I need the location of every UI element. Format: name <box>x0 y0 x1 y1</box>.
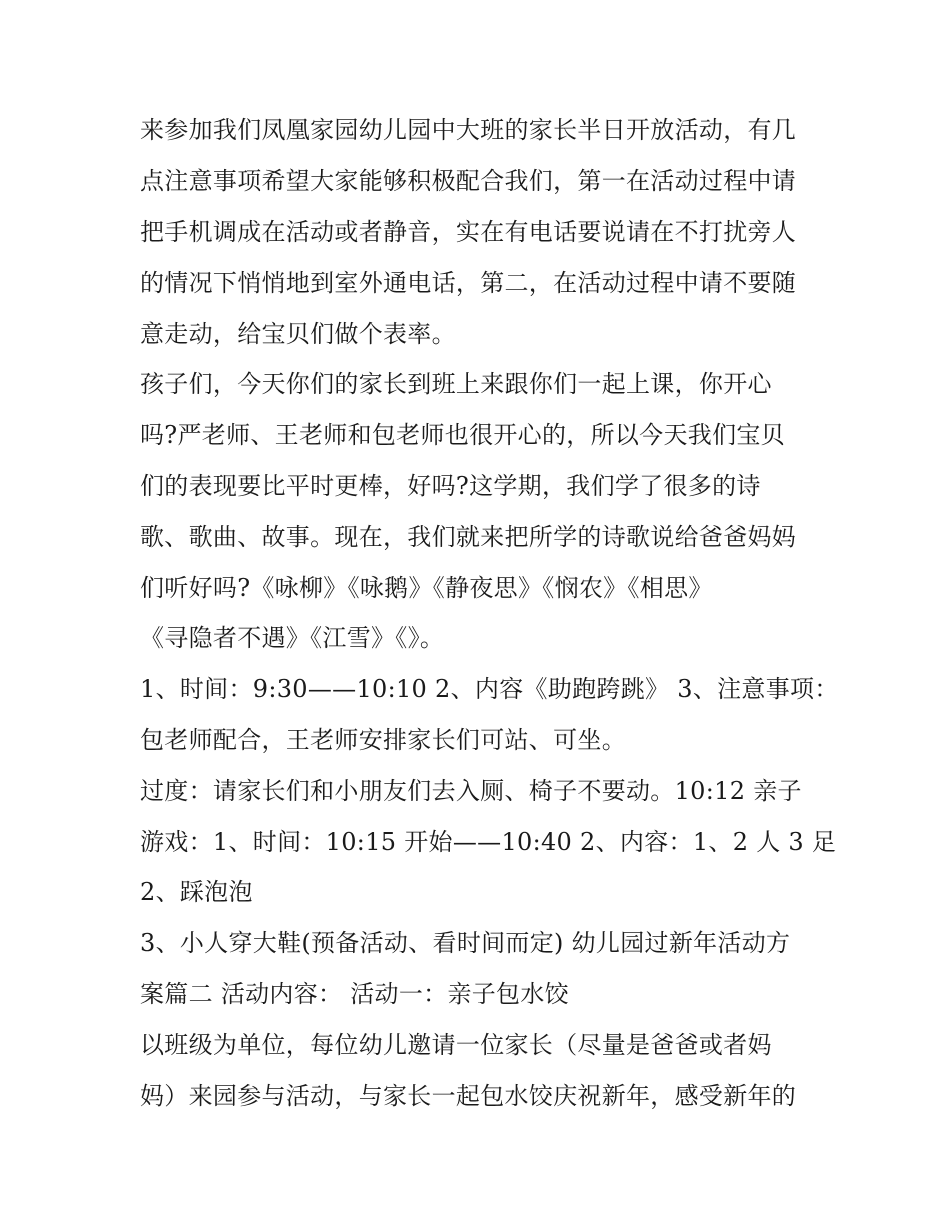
text-line: 们听好吗?《咏柳》《咏鹅》《静夜思》《悯农》《相思》 <box>140 574 713 602</box>
text-line: 妈）来园参与活动，与家长一起包水饺庆祝新年，感受新年的 <box>140 1082 797 1110</box>
text-line: 来参加我们凤凰家园幼儿园中大班的家长半日开放活动，有几 <box>140 116 797 144</box>
text-line: 以班级为单位，每位幼儿邀请一位家长（尽量是爸爸或者妈 <box>140 1031 772 1059</box>
text-line: 吗?严老师、王老师和包老师也很开心的，所以今天我们宝贝 <box>140 421 785 449</box>
text-line: 们的表现要比平时更棒，好吗?这学期，我们学了很多的诗 <box>140 472 761 500</box>
text-line: 的情况下悄悄地到室外通电话，第二，在活动过程中请不要随 <box>140 269 797 297</box>
text-line: 游戏：1、时间：10:15 开始——10:40 2、内容：1、2 人 3 足 <box>140 828 837 856</box>
text-line: 把手机调成在活动或者静音，实在有电话要说请在不打扰旁人 <box>140 218 797 246</box>
text-line: 2、踩泡泡 <box>140 878 253 906</box>
text-line: 点注意事项希望大家能够积极配合我们，第一在活动过程中请 <box>140 167 797 195</box>
text-line: 《寻隐者不遇》《江雪》《》。 <box>140 624 445 652</box>
text-line: 意走动，给宝贝们做个表率。 <box>140 320 456 348</box>
text-line: 过度：请家长们和小朋友们去入厕、椅子不要动。10:12 亲子 <box>140 777 802 805</box>
text-line: 3、小人穿大鞋(预备活动、看时间而定) 幼儿园过新年活动方 <box>140 929 791 957</box>
text-line: 1、时间：9:30——10:10 2、内容《助跑跨跳》 3、注意事项： <box>140 675 839 703</box>
text-line: 歌、歌曲、故事。现在，我们就来把所学的诗歌说给爸爸妈妈 <box>140 523 797 551</box>
text-line: 案篇二 活动内容： 活动一：亲子包水饺 <box>140 980 569 1008</box>
text-line: 孩子们，今天你们的家长到班上来跟你们一起上课，你开心 <box>140 370 772 398</box>
text-line: 包老师配合，王老师安排家长们可站、可坐。 <box>140 726 626 754</box>
